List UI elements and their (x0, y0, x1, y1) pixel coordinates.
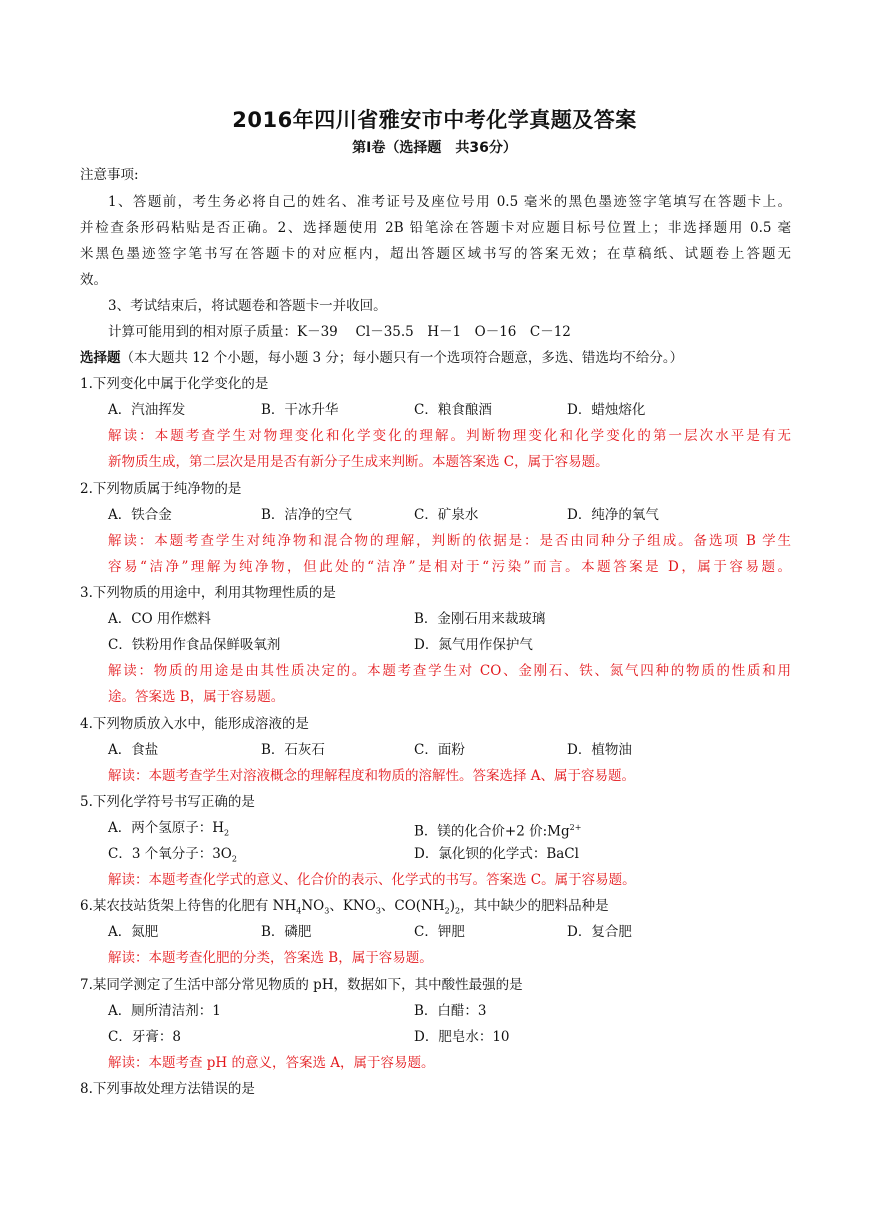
q6-option-c: C．钾肥 (414, 924, 465, 940)
q3-explanation-line1: 解读：物质的用途是由其性质决定的。本题考查学生对 CO、金刚石、铁、氮气四种的物质的性质和用 (108, 663, 791, 679)
q4-option-c: C．面粉 (414, 742, 465, 758)
q6-stem-part5: ) (449, 898, 456, 914)
notice-item1-line1: 1、答题前，考生务必将自己的姓名、准考证号及座位号用 0.5 毫米的黑色墨迹签字笔填写在答题卡上。 (108, 194, 791, 210)
q1-option-c: C．粮食酿酒 (414, 402, 492, 418)
notice-item1-line4: 效。 (80, 272, 107, 288)
question-8-stem: 8.下列事故处理方法错误的是 (80, 1081, 255, 1097)
q7-option-a: A．厕所清洁剂：1 (108, 1003, 221, 1019)
q3-option-c: C．铁粉用作食品保鲜吸氧剂 (108, 637, 281, 653)
q3-option-b: B．金刚石用来裁玻璃 (414, 611, 546, 627)
question-6-stem (80, 897, 609, 921)
q5-option-a-sub: 2 (224, 828, 230, 838)
q1-explanation-line1: 解读：本题考查学生对物理变化和化学变化的理解。判断物理变化和化学变化的第一层次水平是有无 (108, 428, 791, 444)
question-1-stem: 1.下列变化中属于化学变化的是 (80, 376, 269, 392)
q5-option-b (414, 819, 581, 841)
q6-option-a: A．氮肥 (108, 924, 159, 940)
q6-option-d: D．复合肥 (567, 924, 632, 940)
page-title: 2016年四川省雅安市中考化学真题及答案 (232, 108, 637, 132)
q3-option-a: A．CO 用作燃料 (108, 611, 211, 627)
q6-stem-sub5: 2 (455, 906, 461, 916)
question-5-stem: 5.下列化学符号书写正确的是 (80, 794, 255, 810)
section-label: 选择题 (80, 350, 121, 366)
q6-stem-sub1: 4 (296, 906, 302, 916)
q1-explanation-line2: 新物质生成，第二层次是用是否有新分子生成来判断。本题答案选 C，属于容易题。 (108, 454, 609, 470)
q3-explanation-line2: 途。答案选 B，属于容易题。 (108, 689, 285, 705)
q7-option-b: B．白醋：3 (414, 1003, 487, 1019)
q5-option-d: D．氯化钡的化学式：BaCl (414, 846, 579, 862)
q4-option-b: B．石灰石 (261, 742, 325, 758)
q5-explanation-line1: 解读：本题考查化学式的意义、化合价的表示、化学式的书写。答案选 C。属于容易题。 (108, 872, 636, 888)
q2-explanation-line1: 解读：本题考查学生对纯净物和混合物的理解，判断的依据是：是否由同种分子组成。备选项 B 学生 (108, 533, 791, 549)
q6-stem-part2: NO (301, 898, 325, 914)
question-2-stem: 2.下列物质属于纯净物的是 (80, 481, 242, 497)
q3-option-d: D．氮气用作保护气 (414, 637, 533, 653)
question-7-stem: 7.某同学测定了生活中部分常见物质的 pH，数据如下，其中酸性最强的是 (80, 977, 523, 993)
notice-item1-line3: 米黑色墨迹签字笔书写在答题卡的对应框内，超出答题区域书写的答案无效；在草稿纸、试题卷上答题无 (80, 246, 791, 262)
q5-option-c-text: C．3 个氧分子：3O (108, 846, 232, 862)
q1-option-a: A．汽油挥发 (108, 402, 186, 418)
notice-heading: 注意事项: (80, 167, 139, 183)
q1-option-b: B．干冰升华 (261, 402, 339, 418)
q5-option-a-text: A．两个氢原子：H (108, 820, 225, 836)
q7-explanation-line1: 解读：本题考查 pH 的意义，答案选 A，属于容易题。 (108, 1055, 435, 1071)
q7-option-d: D．肥皂水：10 (414, 1029, 510, 1045)
q5-option-c-sub: 2 (231, 854, 237, 864)
q5-option-b-sup: 2+ (569, 823, 582, 832)
section-heading (80, 349, 683, 367)
q6-stem-part6: ，其中缺少的肥料品种是 (460, 898, 609, 914)
q6-stem-sub4: 2 (444, 906, 450, 916)
page-subtitle: 第Ⅰ卷（选择题 共36分） (352, 140, 517, 156)
q6-stem-sub3: 3 (375, 906, 381, 916)
q6-stem-part3: 、KNO (329, 898, 376, 914)
q2-option-a: A．铁合金 (108, 507, 172, 523)
q6-option-b: B．磷肥 (261, 924, 312, 940)
q2-option-c: C．矿泉水 (414, 507, 479, 523)
q1-option-d: D．蜡烛熔化 (567, 402, 646, 418)
notice-item3: 3、考试结束后，将试题卷和答题卡一并收回。 (108, 298, 387, 314)
q7-option-c: C．牙膏：8 (108, 1029, 181, 1045)
question-3-stem: 3.下列物质的用途中，利用其物理性质的是 (80, 585, 336, 601)
q5-option-b-text: B．镁的化合价+2 价:Mg (414, 823, 570, 840)
question-4-stem: 4.下列物质放入水中，能形成溶液的是 (80, 716, 309, 732)
q4-option-d: D．植物油 (567, 742, 632, 758)
q5-option-c (108, 845, 237, 869)
q2-option-d: D．纯净的氧气 (567, 507, 659, 523)
q6-stem-sub2: 3 (324, 906, 330, 916)
q4-option-a: A．食盐 (108, 742, 159, 758)
q5-option-a (108, 819, 229, 843)
q6-stem-part1: 6.某农技站货架上待售的化肥有 NH (80, 898, 297, 914)
section-desc: （本大题共 12 个小题，每小题 3 分；每小题只有一个选项符合题意，多选、错选均不给分。） (120, 350, 684, 366)
q4-explanation-line1: 解读：本题考查学生对溶液概念的理解程度和物质的溶解性。答案选择 A、属于容易题。 (108, 768, 636, 784)
notice-item1-line2: 并检查条形码粘贴是否正确。2、选择题使用 2B 铅笔涂在答题卡对应题目标号位置上；非选择题用 0.5 毫 (80, 220, 791, 236)
q2-option-b: B．洁净的空气 (261, 507, 352, 523)
q6-stem-part4: 、CO(NH (380, 898, 445, 914)
atomic-mass-line: 计算可能用到的相对原子质量：K－39 Cl－35.5 H－1 O－16 C－12 (108, 324, 571, 340)
q2-explanation-line2: 容易“洁净”理解为纯净物，但此处的“洁净”是相对于“污染”而言。本题答案是 D，属于容易题。 (108, 559, 791, 575)
q6-explanation-line1: 解读：本题考查化肥的分类，答案选 B，属于容易题。 (108, 950, 433, 966)
